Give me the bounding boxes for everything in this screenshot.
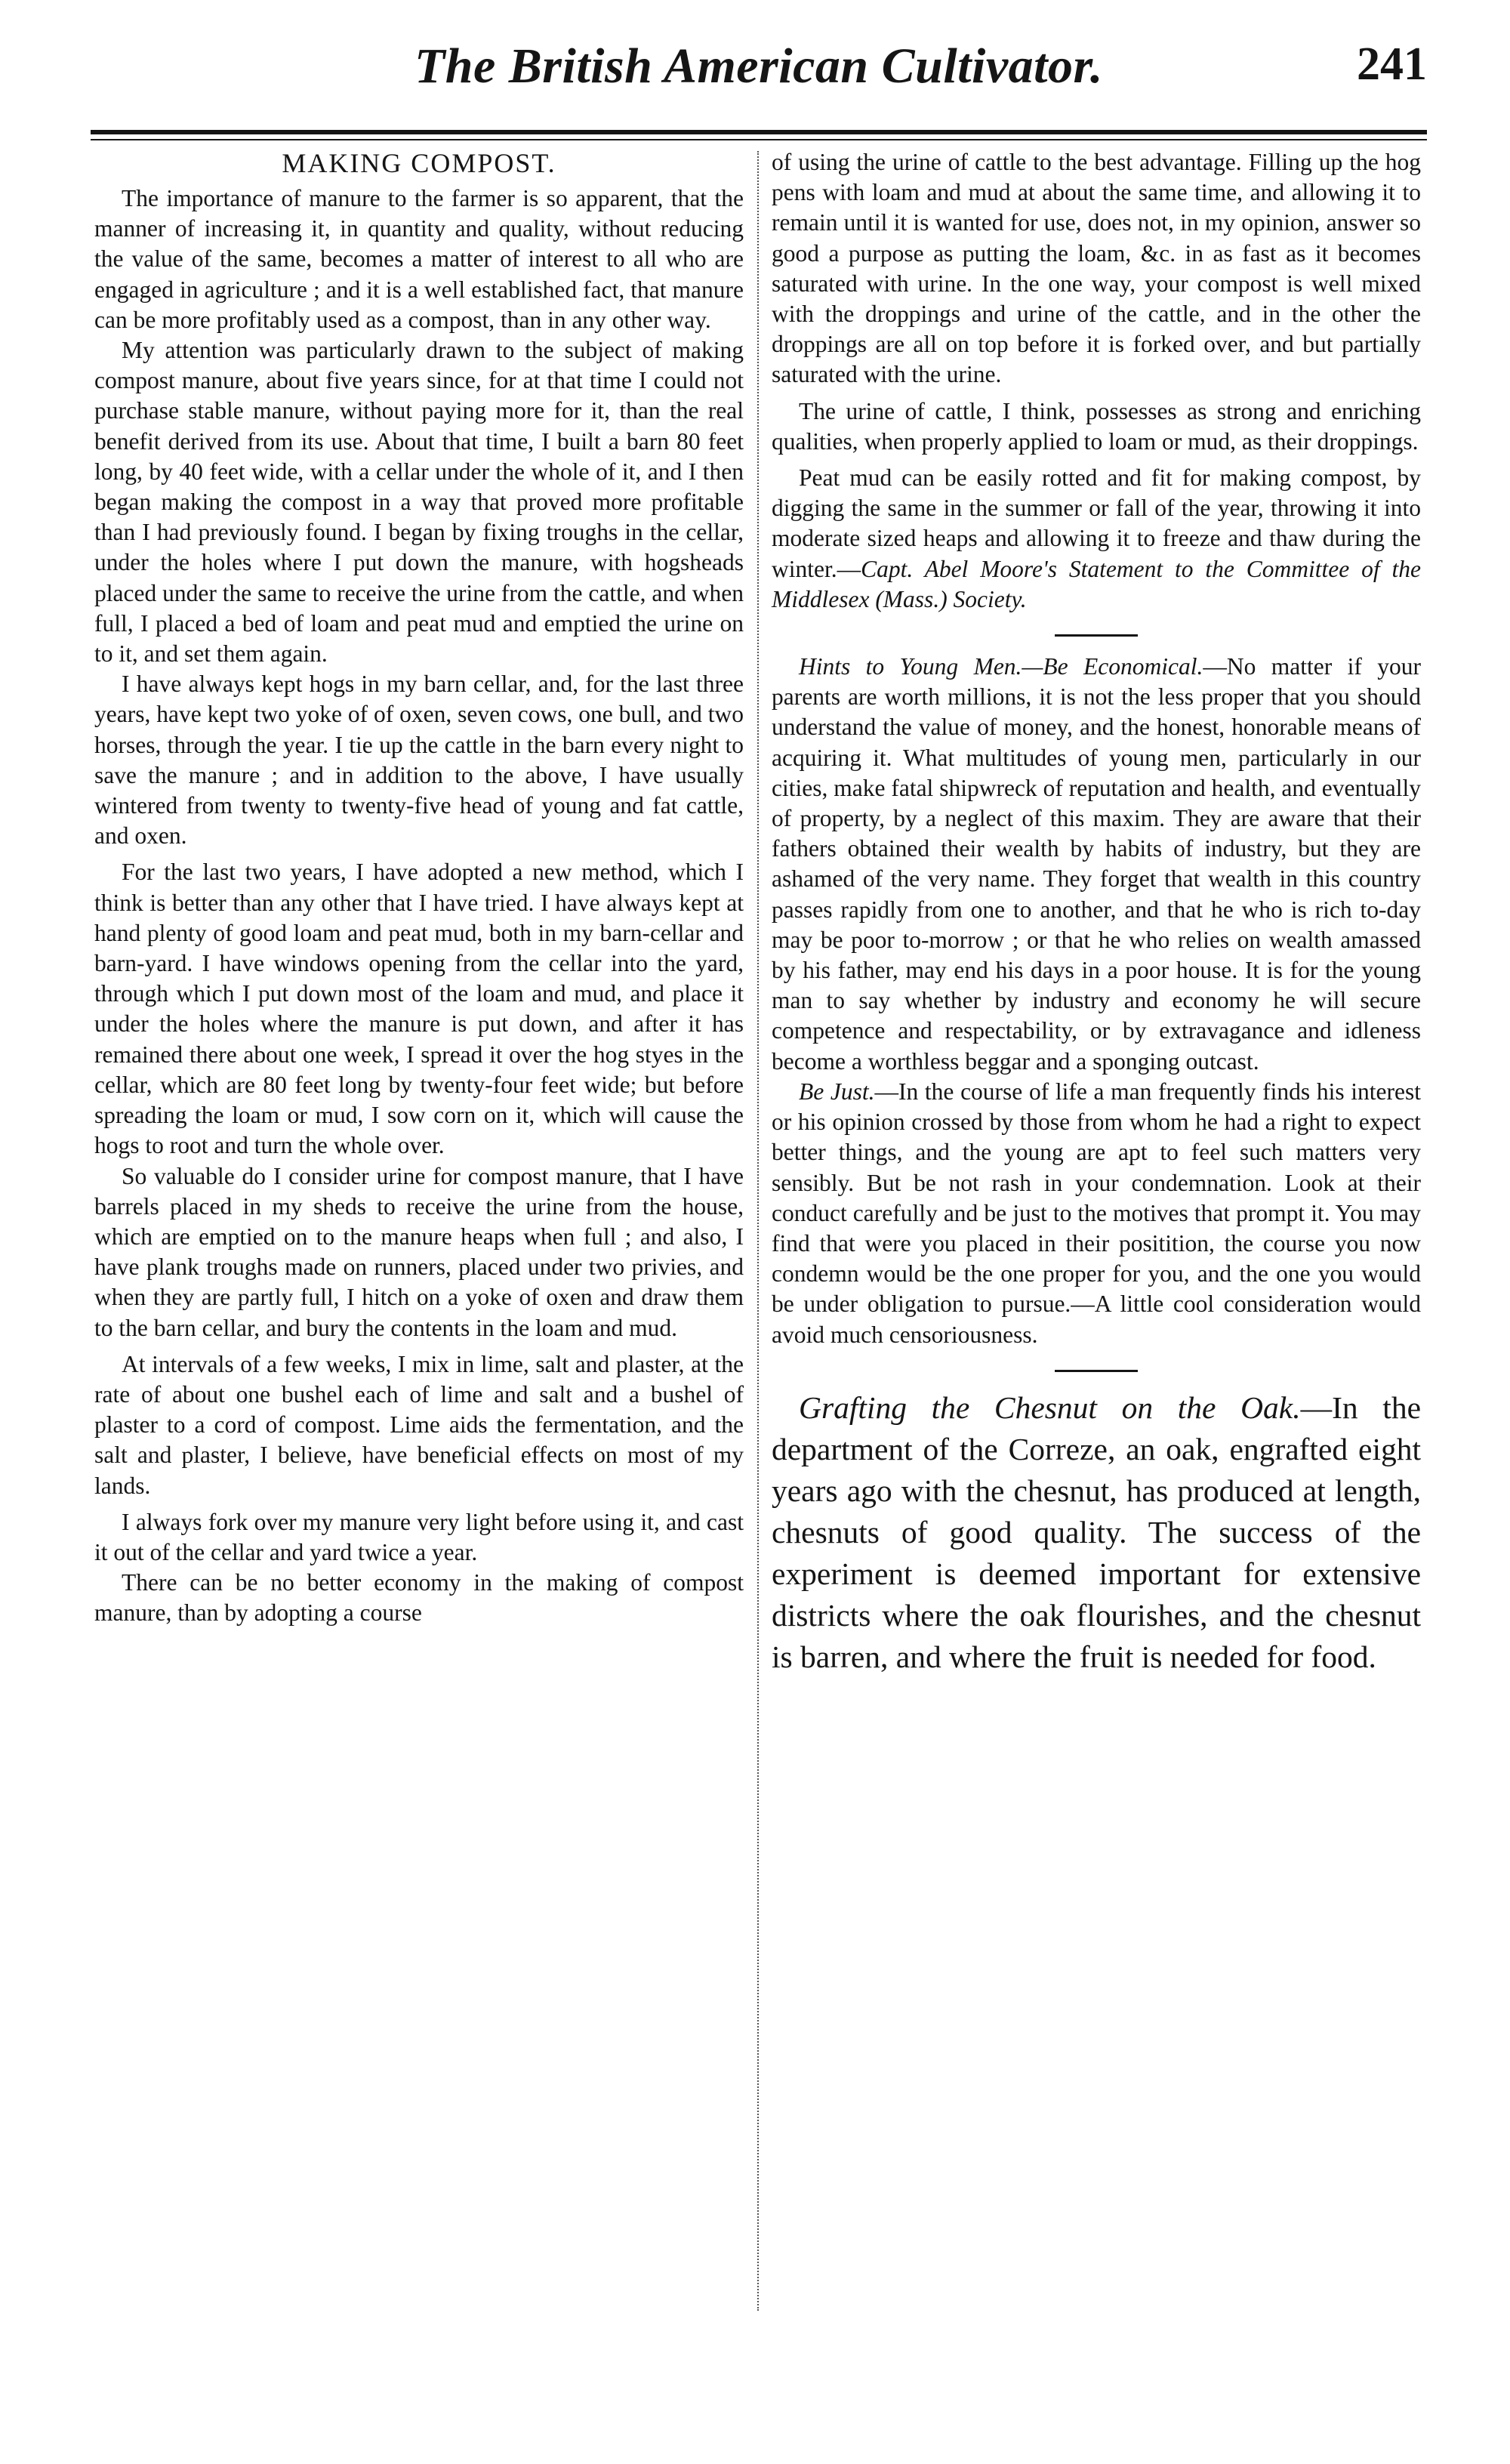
left-column (94, 147, 744, 1629)
page-number: 241 (1357, 39, 1427, 90)
header-rule-thick (91, 130, 1427, 134)
column-divider (757, 151, 759, 2311)
section-separator-1 (1055, 634, 1138, 637)
compost-paragraph-7: I always fork over my manure very light before using it, and cast it out of the cellar and yard twice a year. (94, 1508, 744, 1565)
be-just-paragraph (772, 1077, 1421, 1350)
article-heading-compost: MAKING COMPOST. (282, 148, 556, 178)
hints-paragraph (772, 652, 1421, 1077)
compost-paragraph-5: So valuable do I consider urine for compost manure, that I have barrels placed in my sheds to receive the urine from the house, which are emptied on to the manure heaps when full ; and also, I have plank troughs made on runners, placed under two privies, and when they are partly full, I hitch on a yoke of oxen and draw them to the barn cellar, and bury the contents in the loam and mud. (94, 1162, 744, 1341)
be-just-body: —In the course of life a man frequently finds his interest or his opinion crossed by those from whom he had a right to expect better things, and the young are apt to feel such matters very sensibly. But be not rash in your condemnation. Look at their conduct carefully and be just to the motives that prompt it. You may find that were you placed in their positition, the course you now condemn would be the one proper for you, and the one you would be under obligation to pursue.—A little cool consideration would avoid much censoriousness. (772, 1078, 1421, 1348)
compost-paragraph-11-text: Peat mud can be easily rotted and fit for making compost, by digging the same in the summer or fall of the year, throwing it into moderate sized heaps and allowing it to freeze and thaw during the winter.— (772, 464, 1421, 582)
compost-paragraph-10: The urine of cattle, I think, possesses as strong and enriching qualities, when properly applied to loam or mud, as their droppings. (772, 397, 1421, 455)
be-just-title: Be Just. (799, 1078, 875, 1105)
running-title: The British American Cultivator. (414, 39, 1104, 94)
compost-paragraph-6: At intervals of a few weeks, I mix in lime, salt and plaster, at the rate of about one bushel each of lime and salt and a bushel of plaster to a cord of compost. Lime aids the fermentation, and the salt and plaster, I believe, have beneficial effects on most of my lands. (94, 1350, 744, 1499)
hints-body: —No matter if your parents are worth millions, it is not the less proper that you should understand the value of money, and the honest, honorable means of acquiring it. What multitudes of young men, particularly in our cities, make fatal shipwreck of reputation and health, and eventually of property, by a neglect of this maxim. They are aware that their fathers obtained their wealth by habits of industry, but they are ashamed of the very name. They forget that wealth in this country passes rapidly from one to another, and that he who is rich to-day may be poor to-morrow ; or that he who relies on wealth amassed by his father, may end his days in a poor house. It is for the young man to say whether by industry and economy he will secure competence and respectability, or by extravagance and idleness become a worthless beggar and a sponging outcast. (772, 653, 1422, 1075)
grafting-paragraph (772, 1387, 1421, 1678)
grafting-body: —In the department of the Correze, an oak, engrafted eight years ago with the chesnut, has produced at length, chesnuts of good quality. The success of the experiment is deemed important for extensive districts where the oak flourishes, and the chesnut is barren, and where the fruit is needed for food. (772, 1389, 1421, 1674)
right-column (772, 147, 1421, 1678)
grafting-title: Grafting the Chesnut on the Oak. (799, 1389, 1301, 1425)
page-header (91, 32, 1427, 115)
hints-title: Hints to Young Men.—Be Economical. (799, 653, 1203, 680)
compost-paragraph-1: The importance of manure to the farmer is so apparent, that the manner of increasing it, in quantity and quality, without reducing the value of the same, becomes a matter of interest to all who are engaged in agriculture ; and it is a well established fact, that manure can be more profitably used as a compost, than in any other way. (94, 185, 744, 333)
compost-source-credit: Capt. Abel Moore's Statement to the Committee of the Middlesex (Mass.) Society. (772, 555, 1421, 612)
compost-paragraph-3: I have always kept hogs in my barn cellar, and, for the last three years, have kept two yoke of of oxen, seven cows, one bull, and two horses, through the year. I tie up the cattle in the barn every night to save the manure ; and in addition to the above, I have usually wintered from twenty to twenty-five head of young and fat cattle, and oxen. (94, 671, 744, 850)
compost-paragraph-2: My attention was particularly drawn to the subject of making compost manure, about five years since, for at that time I could not purchase stable manure, without paying more for it, than the real benefit derived from its use. About that time, I built a barn 80 feet long, by 40 feet wide, with a cellar under the whole of it, and I then began making the compost in a way that proved more profitable than I had previously found. I began by fixing troughs in the cellar, under the holes where I put down the manure, with hogsheads placed under the same to receive the urine from the cattle, and when full, I placed a bed of loam and peat mud and emptied the urine on to it, and set them again. (94, 337, 744, 668)
compost-paragraph-9: of using the urine of cattle to the best advantage. Filling up the hog pens with loam and mud at about the same time, and allowing it to remain until it is wanted for use, does not, in my opinion, answer so good a purpose as putting the loam, &c. in as fast as it becomes saturated with urine. In the one way, your compost is well mixed with the droppings and urine of the cattle, and in the other the droppings are all on top before it is forked over, and but partially saturated with the urine. (772, 149, 1421, 388)
compost-paragraph-8: There can be no better economy in the making of compost manure, than by adopting a course (94, 1569, 744, 1627)
header-rule-thin (91, 139, 1427, 140)
compost-paragraph-4: For the last two years, I have adopted a new method, which I think is better than any other that I have tried. I have always kept at hand plenty of good loam and peat mud, both in my barn-cellar and barn-yard. I have windows opening from the cellar into the yard, through which I put down most of the loam and mud, and place it under the holes where the manure is put down, and after it has remained there about one week, I spread it over the hog styes in the cellar, which are 80 feet long by twenty-four feet wide; but before spreading the loam or mud, I sow corn on it, which will cause the hogs to root and turn the whole over. (94, 859, 744, 1159)
compost-paragraph-11 (772, 463, 1421, 615)
section-separator-2 (1055, 1370, 1138, 1372)
